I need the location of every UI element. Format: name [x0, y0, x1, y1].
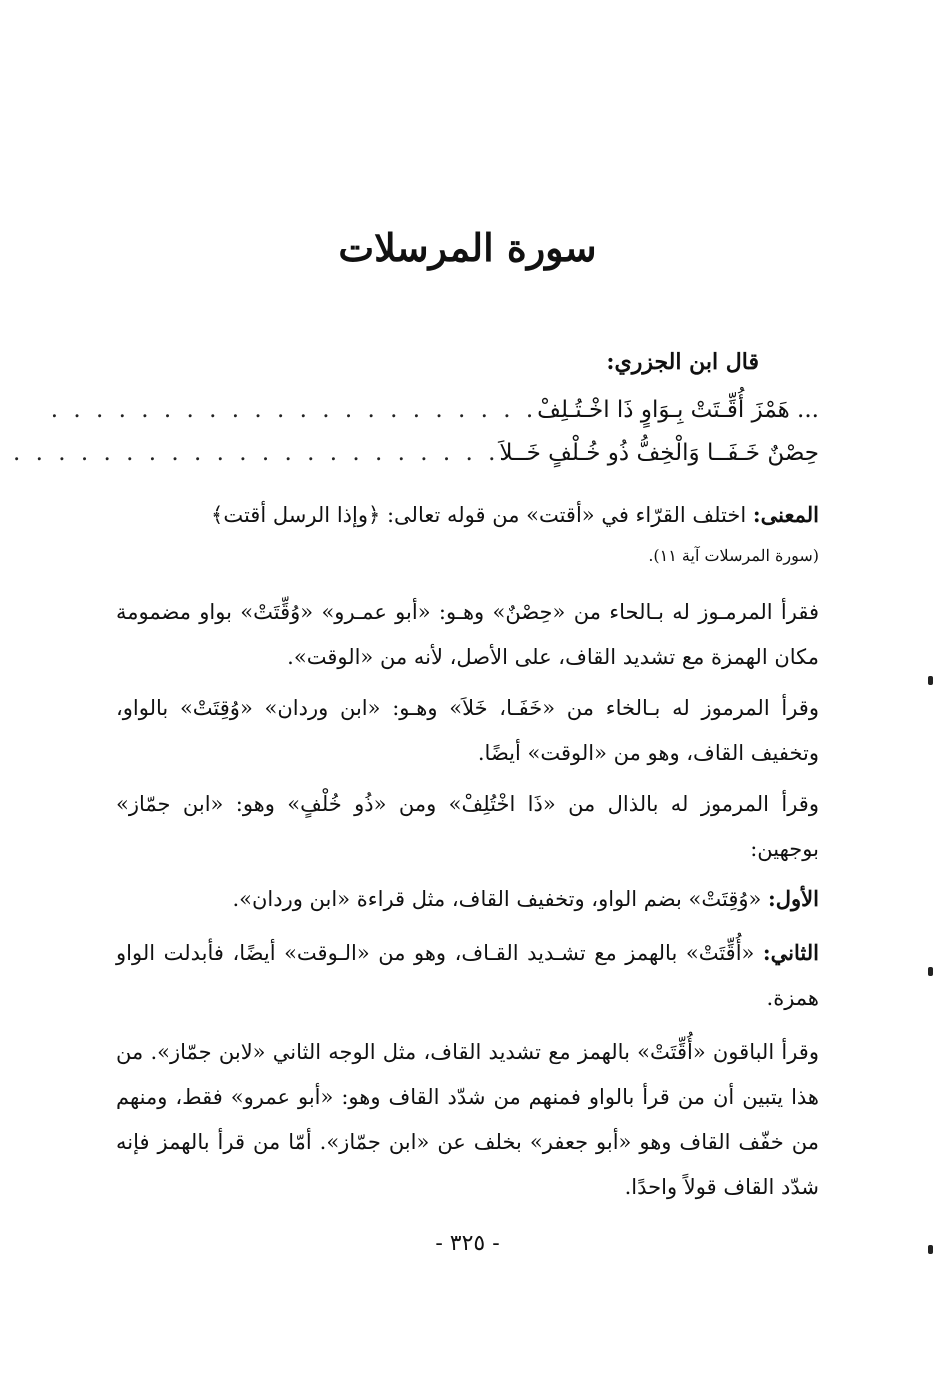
verse-2-ellipsis: . . . . . . . . . . . . . . . . . . . . . . — [13, 440, 500, 466]
paragraph-remaining: وقرأ الباقون «أُقِّتَتْ» بالهمز مع تشديد القاف، مثل الوجه الثاني «لابن جمّاز». من هذا يتبين أن من قرأ بالواو فمنهم من شدّد القاف وهو: «أبو عمرو» فقط، ومنهم من خفّف القاف وهو «أبو جعفر» بخلف عن «ابن جمّاز». أمّا من قرأ بالهمز فإنه شدّد القاف قولاً واحدًا. — [116, 1040, 819, 1199]
paragraph-2: وقرأ المرموز له بـالخاء من «خَفَـا، خَلاَ» وهـو: «ابن وردان» «وُقِتَتْ» بالواو، وتخفيف القاف، وهو من «الوقت» أيضًا. — [116, 696, 819, 765]
meaning-text: اختلف القرّاء في «أقتت» من قوله تعالى: ﴿وإذا الرسل أقتت﴾ — [211, 503, 753, 527]
verse-line-2 — [13, 428, 819, 478]
surah-title: سورة المرسلات — [338, 225, 597, 270]
second-way-text: «أُقِّتَتْ» بالهمز مع تشـديد القـاف، وهو من «الـوقت» أيضًا، فأبدلت الواو همزة. — [116, 941, 819, 1010]
paragraph-first-way — [116, 876, 819, 922]
paragraph-3: وقرأ المرموز له بالذال من «ذَا اخْتُلِفْ» ومن «ذُو خُلْفٍ» وهو: «ابن جمّاز» بوجهين: — [116, 792, 819, 861]
speaker-line: قال ابن الجزري: — [606, 349, 759, 375]
verse-2-hemistich: حِصْنٌ خَـفَــا وَالْخِفُّ ذُو خُـلْفٍ خَــلاَ — [499, 440, 819, 466]
verse-reference: (سورة المرسلات آية ١١). — [648, 546, 819, 565]
paragraph-second-way — [116, 930, 819, 1021]
meaning-label: المعنى: — [752, 502, 819, 527]
second-way-label: الثاني: — [762, 940, 819, 965]
scan-edge-mark — [928, 676, 933, 685]
page-number: - ٣٢٥ - — [435, 1231, 500, 1256]
first-way-text: «وُقِتَتْ» بضم الواو، وتخفيف القاف، مثل قراءة «ابن وردان». — [232, 887, 769, 911]
verse-1-hemistich: ... هَمْزَ أُقِّـتَتْ بِـوَاوٍ ذَا اخْـتُـلِفْ — [537, 397, 819, 423]
first-way-label: الأول: — [768, 886, 819, 911]
scan-edge-mark — [928, 967, 933, 976]
meaning-paragraph — [116, 492, 819, 538]
scan-edge-mark — [928, 1245, 933, 1254]
verse-1-ellipsis: . . . . . . . . . . . . . . . . . . . . . . — [50, 397, 538, 423]
paragraph-1: فقرأ المرمـوز له بـالحاء من «حِصْنٌ» وهـو: «أبو عمـرو» «وُقِّتَتْ» بواو مضمومة مكان الهمزة مع تشديد القاف، على الأصل، لأنه من «الوقت». — [116, 600, 819, 669]
